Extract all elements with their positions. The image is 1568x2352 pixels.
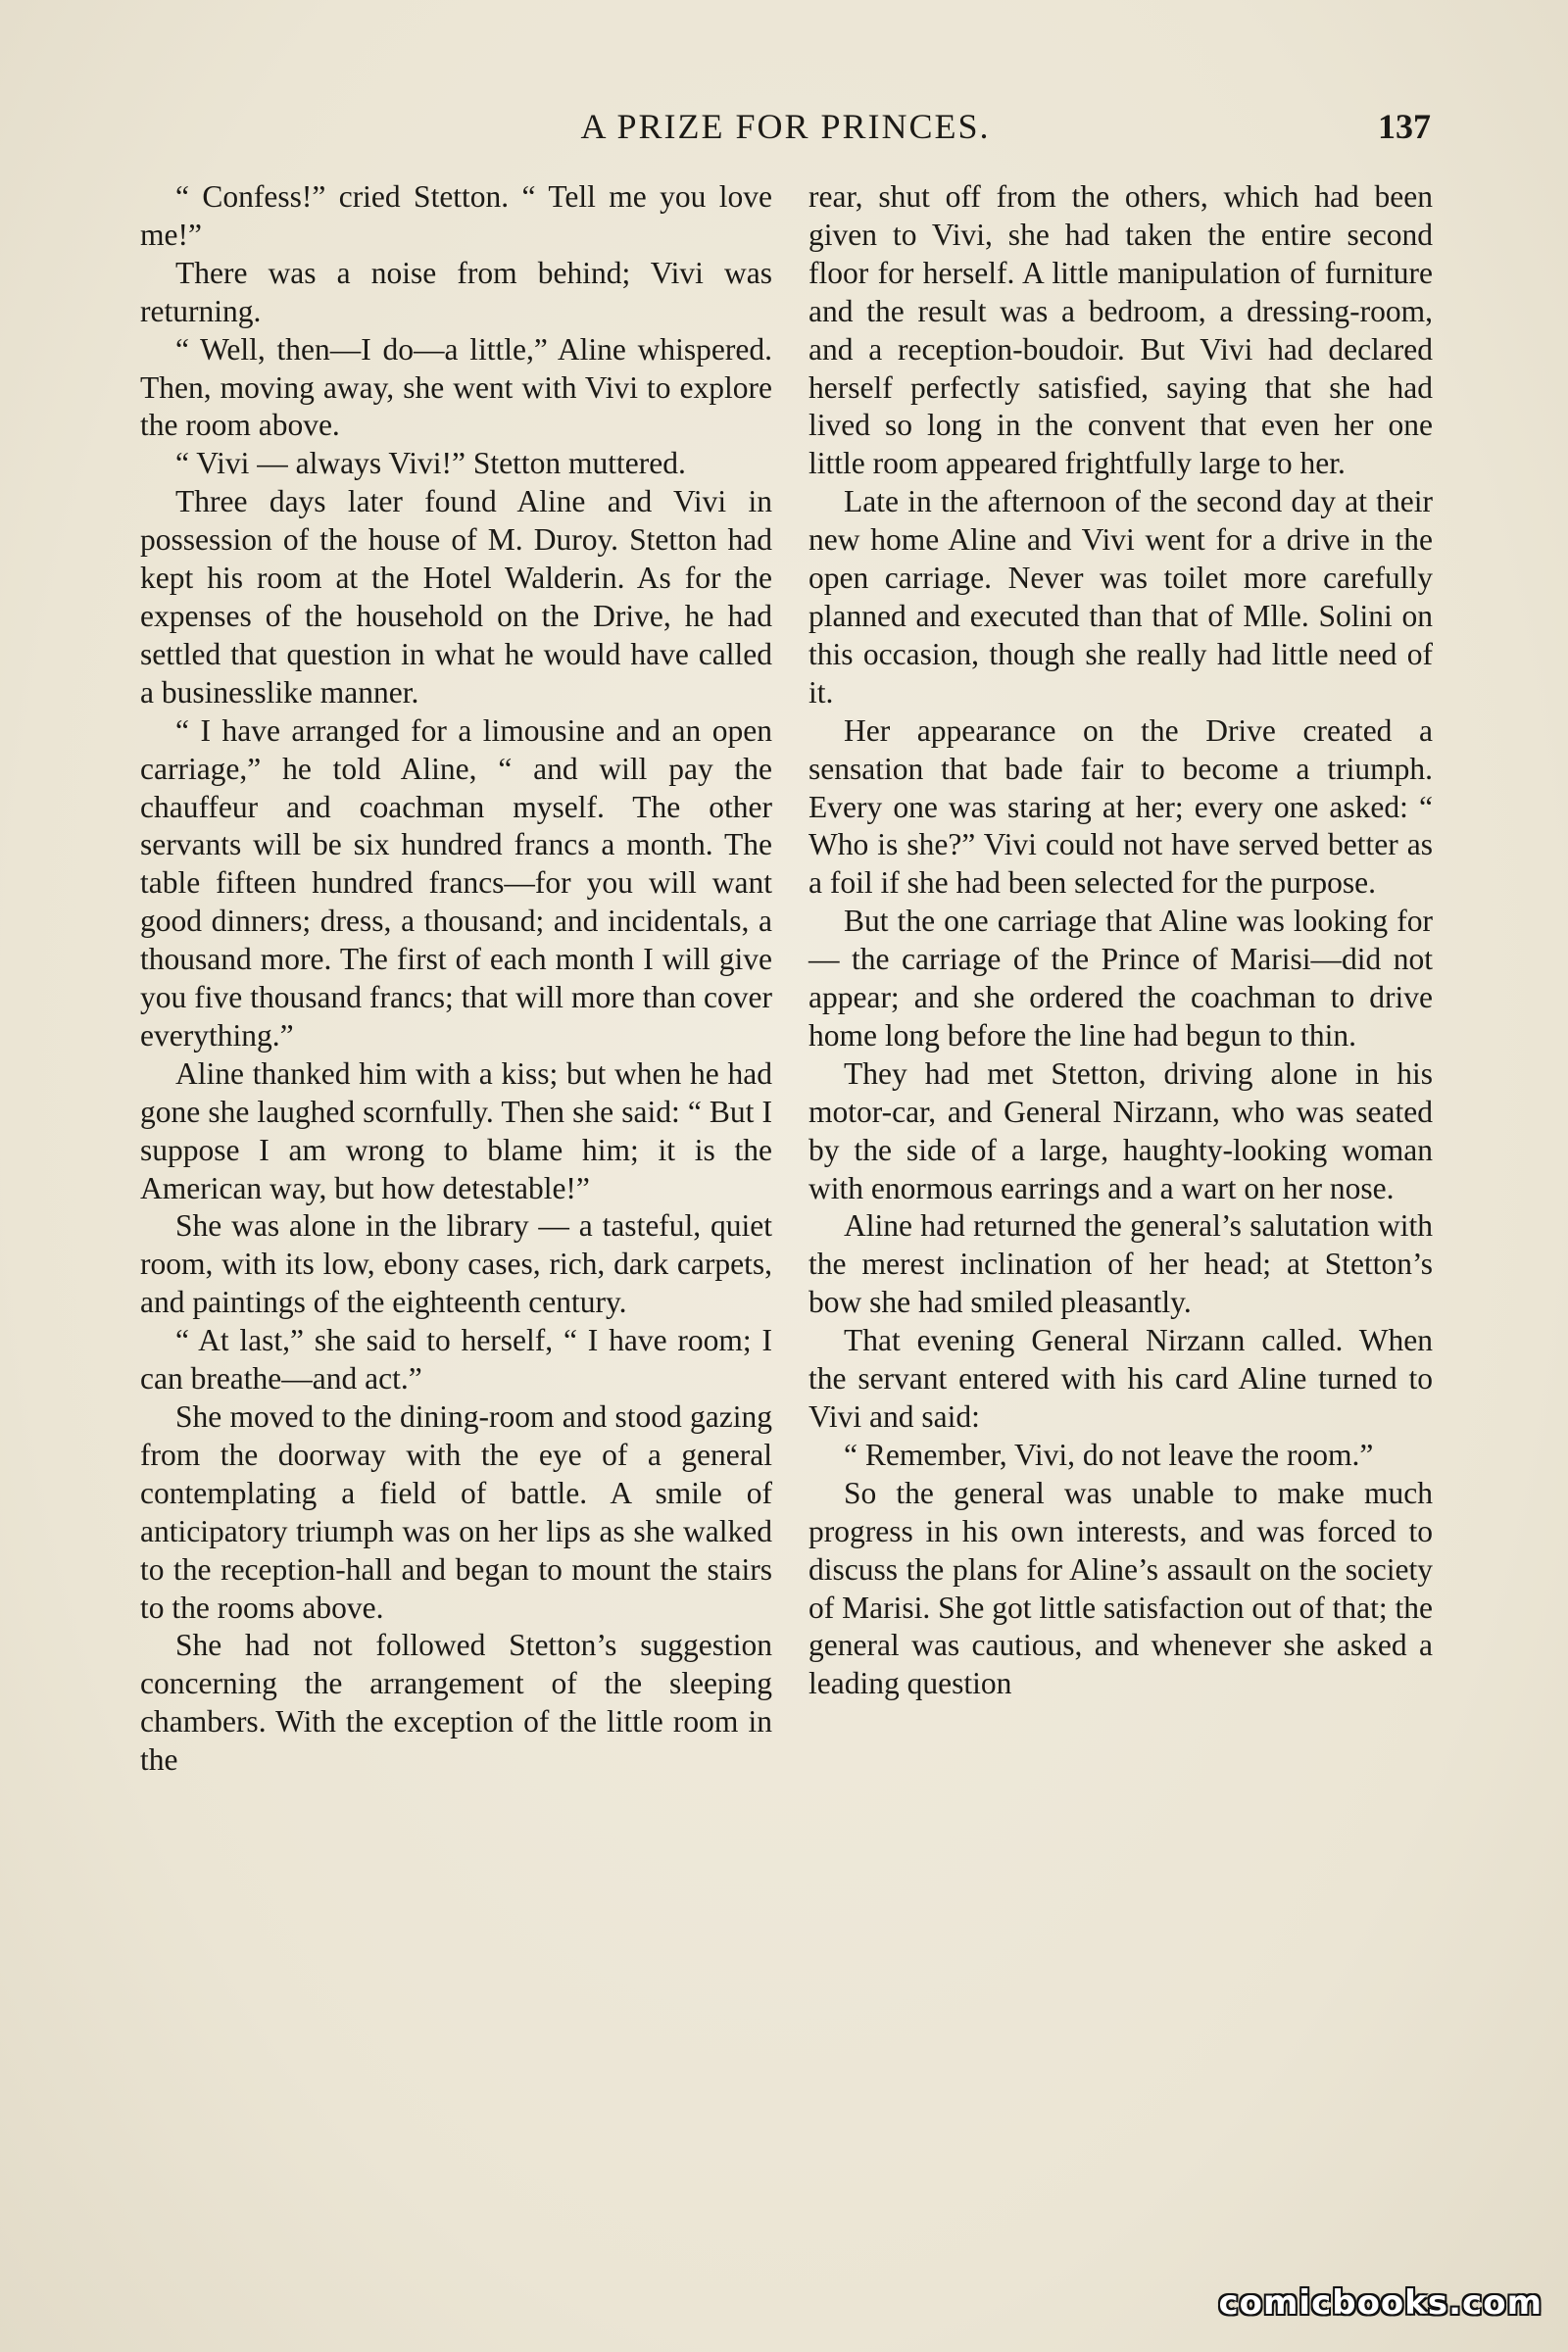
paragraph: Late in the afternoon of the second day at their new home Aline and Vivi went for a drive in the open carriage. Never was toilet more carefully planned and executed than that of Mlle. Solini on this occasion, though she really had little need of it.: [808, 484, 1433, 710]
paragraph: She had not followed Stetton’s suggestion concerning the arrangement of the sleeping chambers. With the exception of the little room in the: [140, 1628, 772, 1778]
paragraph: She was alone in the library — a tasteful, quiet room, with its low, ebony cases, rich, dark carpets, and paintings of the eighteenth century.: [140, 1208, 772, 1320]
paragraph: Her appearance on the Drive created a sensation that bade fair to become a triumph. Every one was staring at her; every one asked: “ Who is she?” Vivi could not have served better as a foil if she had been selected for the purpose.: [808, 712, 1433, 901]
left-column: [140, 178, 772, 1780]
paragraph: There was a noise from behind; Vivi was returning.: [140, 255, 772, 328]
paragraph: Three days later found Aline and Vivi in possession of the house of M. Duroy. Stetton had kept his room at the Hotel Walderin. As for the expenses of the household on the Drive, he had settled that question in what he would have called a businesslike manner.: [140, 484, 772, 710]
right-column: [808, 178, 1433, 1703]
source-watermark: comicbooks.com: [1218, 2283, 1543, 2323]
paragraph: “ At last,” she said to herself, “ I have room; I can breathe—and act.”: [140, 1323, 772, 1396]
paragraph: They had met Stetton, driving alone in his motor-car, and General Nirzann, who was seated by the side of a large, haughty-looking woman with enormous earrings and a wart on her nose.: [808, 1055, 1433, 1205]
paragraph: She moved to the dining-room and stood gazing from the doorway with the eye of a general contemplating a field of battle. A smile of anticipatory triumph was on her lips as she walked to the reception-hall and began to mount the stairs to the rooms above.: [140, 1399, 772, 1625]
paragraph: Aline had returned the general’s salutation with the merest inclination of her head; at Stetton’s bow she had smiled pleasantly.: [808, 1208, 1433, 1320]
paragraph: “ Confess!” cried Stetton. “ Tell me you love me!”: [140, 179, 772, 252]
paragraph: Aline thanked him with a kiss; but when he had gone she laughed scornfully. Then she said: “ But I suppose I am wrong to blame him; it is the American way, but how detestable!”: [140, 1055, 772, 1205]
paragraph: “ Vivi — always Vivi!” Stetton muttered.: [175, 446, 686, 481]
running-title: A PRIZE FOR PRINCES.: [580, 107, 991, 146]
paragraph-continued: rear, shut off from the others, which had been given to Vivi, she had taken the entire second floor for herself. A little manipulation of furniture and the result was a bedroom, a dressing-room, and a reception-boudoir. But Vivi had declared herself perfectly satisfied, saying that she had lived so long in the convent that even her one little room appeared frightfully large to her.: [808, 179, 1433, 481]
paragraph: So the general was unable to make much progress in his own interests, and was forced to discuss the plans for Aline’s assault on the society of Marisi. She got little satisfaction out of that; the general was cautious, and whenever she asked a leading question: [808, 1475, 1433, 1701]
paragraph: “ Remember, Vivi, do not leave the room.”: [844, 1437, 1374, 1472]
paragraph: That evening General Nirzann called. When the servant entered with his card Aline turned to Vivi and said:: [808, 1323, 1433, 1434]
running-header: [140, 106, 1431, 155]
page-number: 137: [1378, 107, 1431, 146]
paragraph: But the one carriage that Aline was looking for — the carriage of the Prince of Marisi—did not appear; and she ordered the coachman to drive home long before the line had begun to thin.: [808, 904, 1433, 1053]
paragraph: “ I have arranged for a limousine and an open carriage,” he told Aline, “ and will pay the chauffeur and coachman myself. The other servants will be six hundred francs a month. The table fifteen hundred francs—for you will want good dinners; dress, a thousand; and incidentals, a thousand more. The first of each month I will give you five thousand francs; that will more than cover everything.”: [140, 712, 772, 1053]
paragraph: “ Well, then—I do—a little,” Aline whispered. Then, moving away, she went with Vivi to explore the room above.: [140, 331, 772, 443]
